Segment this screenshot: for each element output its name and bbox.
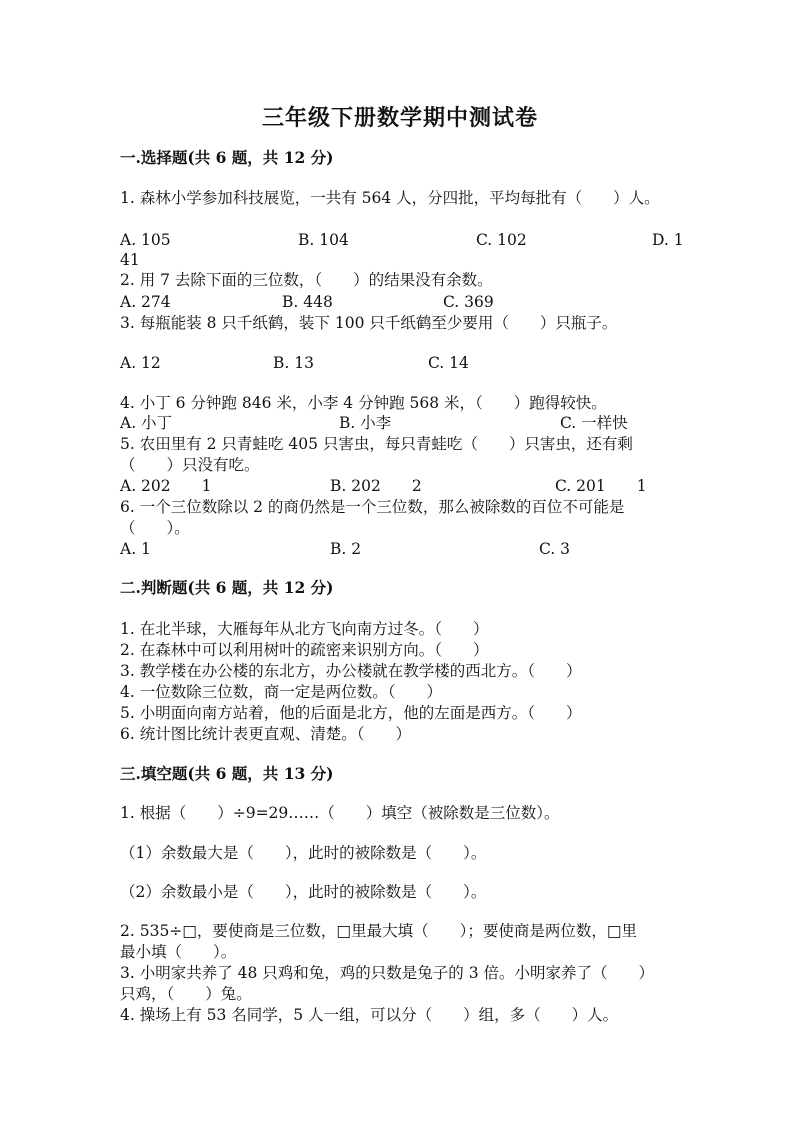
option-c: C. 一样快 (560, 414, 628, 432)
judgment-item: 5. 小明面向南方站着，他的后面是北方，他的左面是西方。（ ） (120, 704, 582, 722)
option-a: A. 202 1 (120, 477, 212, 495)
option-b: B. 小李 (339, 414, 392, 432)
option-a: A. 274 (120, 293, 171, 311)
judgment-item: 1. 在北半球，大雁每年从北方飞向南方过冬。（ ） (120, 620, 489, 638)
question-stem: 1. 森林小学参加科技展览，一共有 564 人，分四批，平均每批有（ ）人。 (120, 189, 660, 207)
question-stem: 4. 小丁 6 分钟跑 846 米，小李 4 分钟跑 568 米，（ ）跑得较快。 (120, 394, 607, 412)
fill-line: 最小填（ ）。 (120, 943, 237, 961)
judgment-item: 2. 在森林中可以利用树叶的疏密来识别方向。（ ） (120, 641, 489, 659)
option-a: A. 12 (120, 354, 161, 372)
fill-line: 1. 根据（ ）÷9=29……（ ）填空（被除数是三位数）。 (120, 804, 560, 822)
option-a: A. 105 (120, 231, 171, 249)
section-heading-choice: 一.选择题(共 6 题，共 12 分) (120, 148, 334, 167)
option-c: C. 369 (443, 293, 494, 311)
fill-line: 只鸡，（ ）兔。 (120, 985, 252, 1003)
fill-line: （1）余数最大是（ ），此时的被除数是（ ）。 (120, 844, 487, 862)
page-title: 三年级下册数学期中测试卷 (261, 105, 538, 131)
option-a: A. 小丁 (120, 414, 173, 432)
judgment-item: 6. 统计图比统计表更直观、清楚。（ ） (120, 725, 411, 743)
fill-line: 3. 小明家共养了 48 只鸡和兔，鸡的只数是兔子的 3 倍。小明家养了（ ） (120, 964, 655, 982)
section-heading-judgment: 二.判断题(共 6 题，共 12 分) (120, 578, 334, 597)
question-stem: 6. 一个三位数除以 2 的商仍然是一个三位数，那么被除数的百位不可能是 (120, 498, 625, 516)
question-stem: 5. 农田里有 2 只青蛙吃 405 只害虫，每只青蛙吃（ ）只害虫，还有剩 (120, 435, 633, 453)
option-b: B. 2 (330, 540, 362, 558)
option-c: C. 14 (428, 354, 469, 372)
fill-line: （2）余数最小是（ ），此时的被除数是（ ）。 (120, 883, 487, 901)
question-stem: 2. 用 7 去除下面的三位数，（ ）的结果没有余数。 (120, 271, 493, 289)
judgment-item: 4. 一位数除三位数，商一定是两位数。（ ） (120, 683, 442, 701)
option-c: C. 102 (476, 231, 527, 249)
judgment-item: 3. 教学楼在办公楼的东北方，办公楼就在教学楼的西北方。（ ） (120, 662, 582, 680)
option-c: C. 3 (539, 540, 571, 558)
fill-line: 2. 535÷□，要使商是三位数，□里最大填（ ）；要使商是两位数，□里 (120, 922, 637, 940)
option-d-overflow: 41 (120, 251, 140, 269)
option-c: C. 201 1 (555, 477, 647, 495)
option-a: A. 1 (120, 540, 151, 558)
option-b: B. 448 (282, 293, 333, 311)
option-b: B. 104 (298, 231, 349, 249)
question-stem: 3. 每瓶能装 8 只千纸鹤，装下 100 只千纸鹤至少要用（ ）只瓶子。 (120, 314, 618, 332)
option-b: B. 13 (273, 354, 314, 372)
option-d: D. 1 (652, 231, 684, 249)
option-b: B. 202 2 (330, 477, 422, 495)
question-stem-continued: （ ）只没有吃。 (120, 456, 260, 474)
section-heading-fill-blank: 三.填空题(共 6 题，共 13 分) (120, 764, 334, 783)
question-stem-continued: （ ）。 (120, 519, 190, 537)
fill-line: 4. 操场上有 53 名同学，5 人一组，可以分（ ）组，多（ ）人。 (120, 1006, 619, 1024)
